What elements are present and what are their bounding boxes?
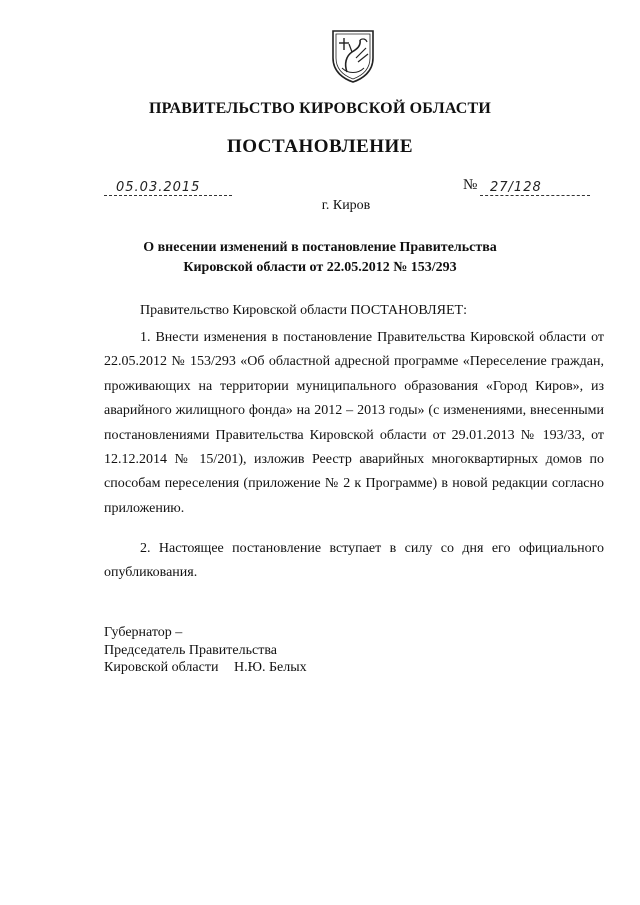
signature-org-name [104,659,307,677]
paragraph-2: 2. Настоящее постановление вступает в силу со дня его официального опубликования. [104,541,604,581]
signature-org: Кировской области [104,660,219,675]
document-city: г. Киров [321,198,371,213]
number-sign: № [463,177,478,193]
document-subject [0,238,640,278]
signature-block [104,624,307,677]
intro-text: Правительство Кировской области ПОСТАНОВЛЯЕТ: [140,303,467,318]
signature-position: Председатель Правительства [104,642,277,658]
paragraph-1: 1. Внести изменения в постановление Правительства Кировской области от 22.05.2012 № 153/293 «Об областной адресной программе «Переселение граждан, проживающих на территории муниципального образования «Город Киров», из аварийного жилищного фонда» на 2012 – 2013 годы» (с изменениями, внесенными постановлениями Правительства Кировской области от 29.01.2013 № 193/33, от 12.12.2014 № 15/201), изложив Реестр аварийных многоквартирных домов по способам переселения (приложение № 2 к Программе) в новой редакции согласно приложению. [104,330,604,516]
document-date: 05.03.2015 [104,180,232,196]
document-type: ПОСТАНОВЛЕНИЕ [226,136,414,157]
signature-title: Губернатор – [104,625,183,640]
coat-of-arms-icon [330,28,376,84]
subject-line-2: Кировской области от 22.05.2012 № 153/293 [183,260,457,275]
signature-name: Н.Ю. Белых [233,660,307,675]
subject-line-1: О внесении изменений в постановление Правительства [143,240,497,255]
organization-title: ПРАВИТЕЛЬСТВО КИРОВСКОЙ ОБЛАСТИ [148,100,492,117]
document-number: 27/128 [480,180,590,196]
